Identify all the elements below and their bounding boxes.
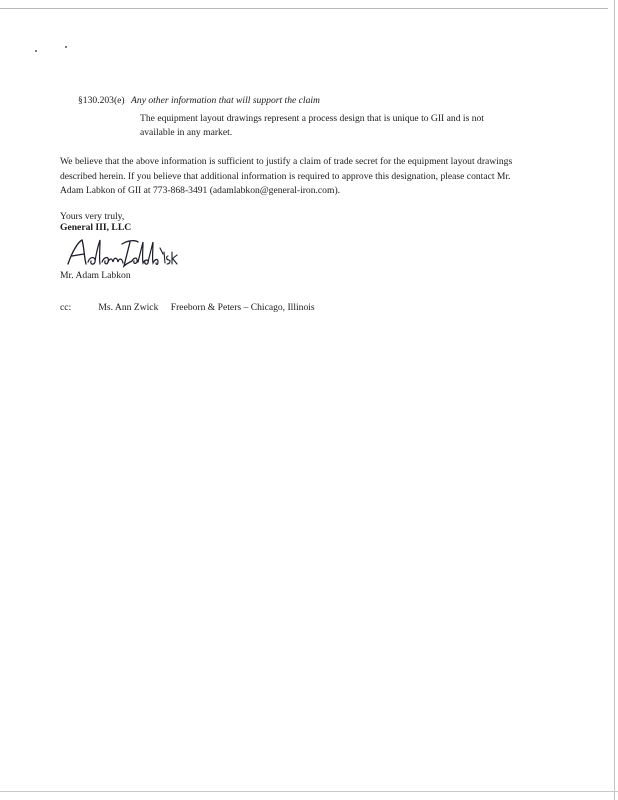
cc-label: cc: bbox=[60, 302, 72, 313]
scan-speck bbox=[35, 50, 37, 52]
closing-line: Yours very truly, bbox=[60, 211, 125, 222]
main-paragraph: We believe that the above information is sufficient to justify a claim of trade secret for the equipment layout drawings described herein. If you believe that additional information is required to approve this designation, please contact Mr. Adam Labkon of GII at 773-868-3491 (adamlabkon@general-iron.com). bbox=[60, 156, 513, 196]
cc-recipient-name: Ms. Ann Zwick bbox=[98, 302, 159, 313]
section-title: Any other information that will support the claim bbox=[131, 95, 320, 106]
signer-name: Mr. Adam Labkon bbox=[60, 270, 131, 281]
scan-edge-right bbox=[614, 0, 615, 800]
scan-edge-bottom bbox=[0, 791, 618, 792]
company-name: General III, LLC bbox=[60, 222, 132, 233]
section-number: §130.203(e) bbox=[78, 95, 125, 106]
scan-speck bbox=[65, 46, 67, 48]
handwritten-signature bbox=[62, 234, 182, 274]
cc-line bbox=[60, 302, 315, 313]
cc-recipient-organization: Freeborn & Peters – Chicago, Illinois bbox=[170, 302, 315, 313]
scan-edge-top bbox=[0, 8, 608, 9]
section-body-paragraph: The equipment layout drawings represent a process design that is unique to GII and is not available in any market. bbox=[140, 113, 484, 138]
section-heading bbox=[78, 95, 320, 106]
